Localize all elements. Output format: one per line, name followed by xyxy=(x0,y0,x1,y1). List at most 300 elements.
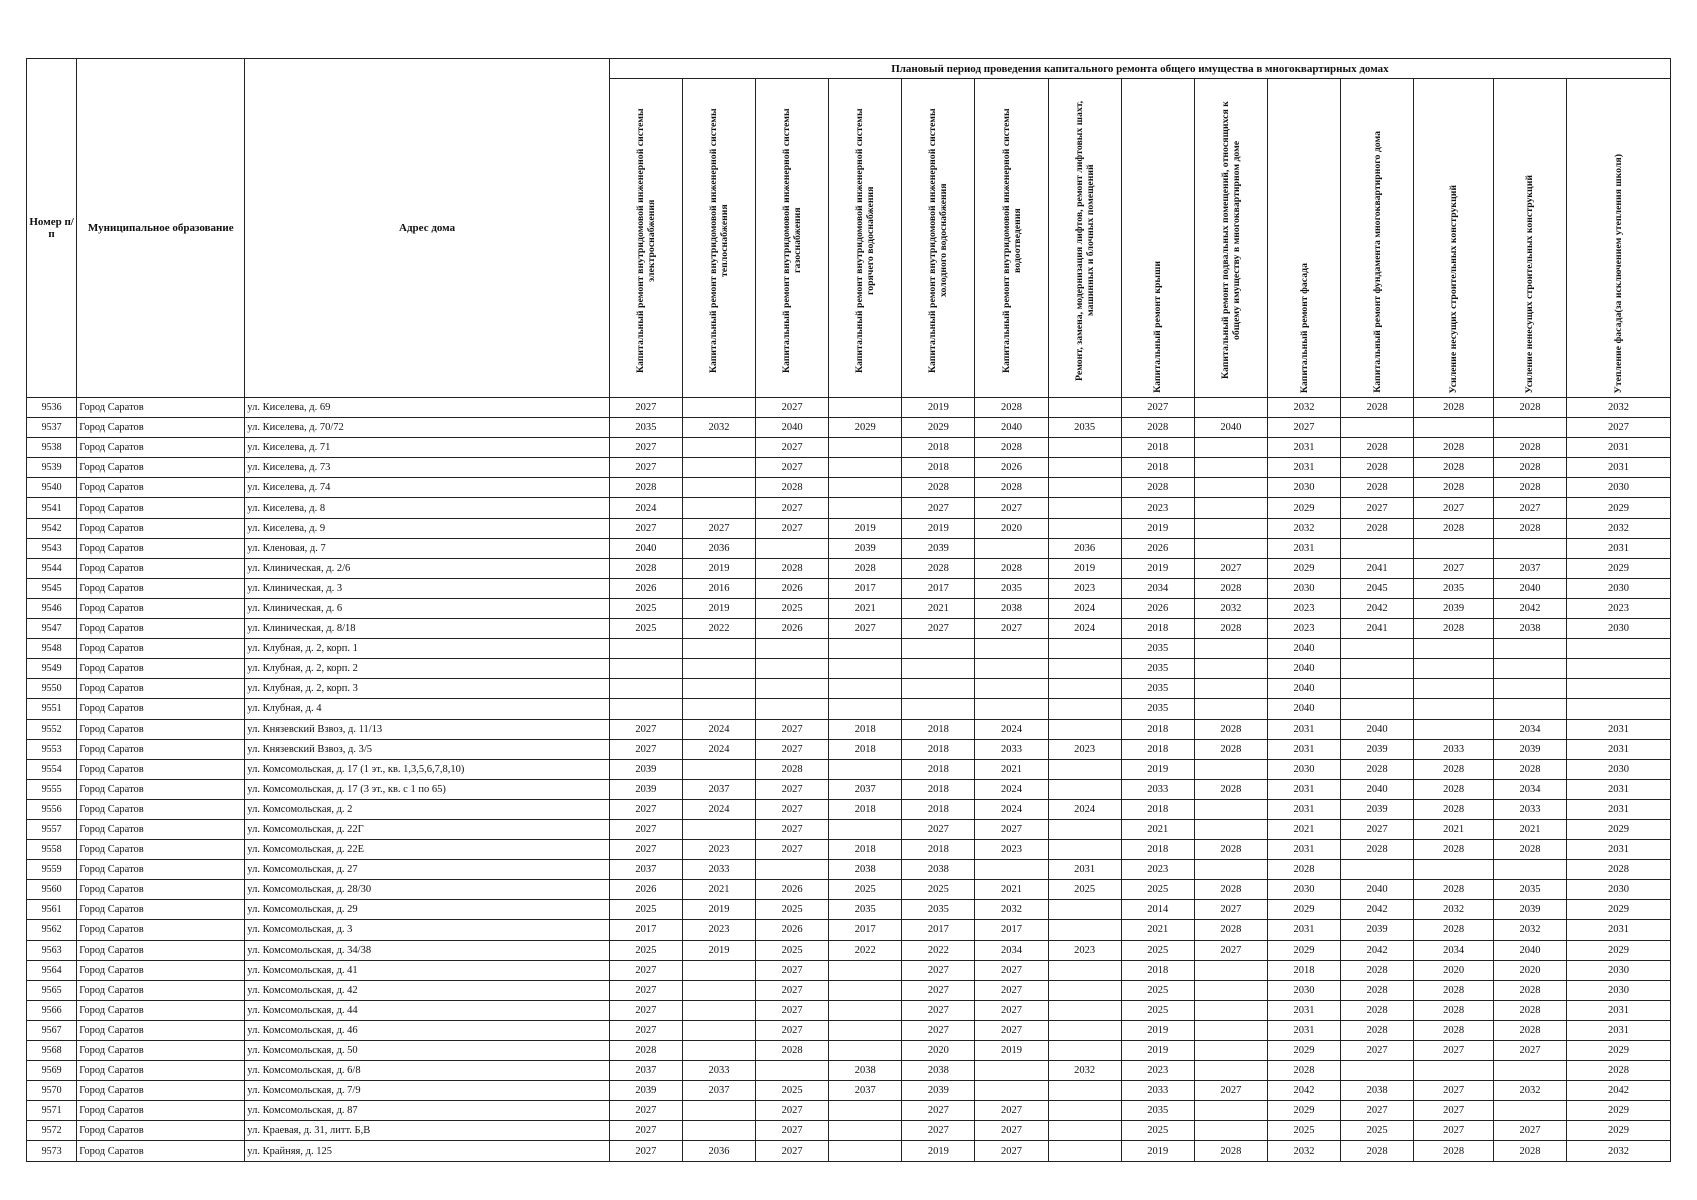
table-row xyxy=(27,819,1671,839)
year-cell xyxy=(829,679,902,699)
table-row xyxy=(27,719,1671,739)
year-cell: 2034 xyxy=(975,940,1048,960)
table-row xyxy=(27,438,1671,458)
year-cell: 2025 xyxy=(756,1081,829,1101)
year-cell: 2025 xyxy=(756,940,829,960)
year-cell xyxy=(1493,1101,1566,1121)
year-cell xyxy=(1048,679,1121,699)
table-row xyxy=(27,1020,1671,1040)
year-cell: 2031 xyxy=(1267,719,1340,739)
year-cell xyxy=(1414,1061,1494,1081)
year-cell xyxy=(609,679,682,699)
year-cell: 2029 xyxy=(1567,1101,1671,1121)
year-cell xyxy=(756,860,829,880)
year-cell: 2032 xyxy=(682,418,755,438)
year-cell xyxy=(1048,398,1121,418)
year-cell: 2023 xyxy=(1121,1061,1194,1081)
year-cell: 2028 xyxy=(1414,478,1494,498)
year-cell: 2028 xyxy=(756,478,829,498)
year-cell: 2027 xyxy=(1414,1121,1494,1141)
year-cell: 2027 xyxy=(756,518,829,538)
year-cell xyxy=(1048,779,1121,799)
year-cell: 2027 xyxy=(1414,1101,1494,1121)
municipality-cell: Город Саратов xyxy=(77,980,245,1000)
address-cell: ул. Клубная, д. 4 xyxy=(245,699,610,719)
year-cell xyxy=(975,538,1048,558)
year-cell xyxy=(682,498,755,518)
year-cell: 2027 xyxy=(975,1121,1048,1141)
header-work-label: Капитальный ремонт внутридомовой инженерной системы горячего водоснабжения xyxy=(854,108,877,373)
year-cell: 2038 xyxy=(1493,619,1566,639)
year-cell xyxy=(1414,538,1494,558)
year-cell: 2029 xyxy=(1267,900,1340,920)
year-cell xyxy=(1194,478,1267,498)
address-cell: ул. Краевая, д. 31, литт. Б,В xyxy=(245,1121,610,1141)
year-cell: 2030 xyxy=(1567,478,1671,498)
year-cell: 2032 xyxy=(1414,900,1494,920)
header-work-label: Капитальный ремонт внутридомовой инженерной системы водоотведения xyxy=(1000,108,1023,373)
table-row xyxy=(27,418,1671,438)
year-cell: 2021 xyxy=(1267,819,1340,839)
year-cell xyxy=(1048,639,1121,659)
year-cell: 2033 xyxy=(975,739,1048,759)
municipality-cell: Город Саратов xyxy=(77,518,245,538)
header-mun xyxy=(77,59,245,398)
year-cell xyxy=(1341,418,1414,438)
year-cell: 2034 xyxy=(1493,719,1566,739)
year-cell: 2028 xyxy=(1341,759,1414,779)
row-number: 9564 xyxy=(27,960,77,980)
header-work-12 xyxy=(1414,79,1494,398)
year-cell: 2037 xyxy=(1493,558,1566,578)
year-cell: 2032 xyxy=(975,900,1048,920)
address-cell: ул. Комсомольская, д. 42 xyxy=(245,980,610,1000)
year-cell: 2027 xyxy=(756,960,829,980)
row-number: 9566 xyxy=(27,1000,77,1020)
municipality-cell: Город Саратов xyxy=(77,1000,245,1020)
year-cell xyxy=(682,980,755,1000)
year-cell: 2028 xyxy=(1341,980,1414,1000)
year-cell: 2033 xyxy=(1493,799,1566,819)
row-number: 9572 xyxy=(27,1121,77,1141)
year-cell xyxy=(1341,699,1414,719)
year-cell: 2037 xyxy=(609,1061,682,1081)
year-cell: 2034 xyxy=(1414,940,1494,960)
year-cell: 2029 xyxy=(1567,940,1671,960)
table-row xyxy=(27,598,1671,618)
address-cell: ул. Князевский Взвоз, д. 11/13 xyxy=(245,719,610,739)
year-cell xyxy=(829,438,902,458)
year-cell: 2025 xyxy=(1121,980,1194,1000)
year-cell xyxy=(1048,1101,1121,1121)
year-cell: 2042 xyxy=(1493,598,1566,618)
year-cell xyxy=(1414,639,1494,659)
year-cell xyxy=(1048,438,1121,458)
year-cell: 2017 xyxy=(829,920,902,940)
year-cell xyxy=(1414,659,1494,679)
year-cell: 2027 xyxy=(1194,558,1267,578)
row-number: 9546 xyxy=(27,598,77,618)
year-cell: 2026 xyxy=(756,578,829,598)
year-cell: 2027 xyxy=(609,438,682,458)
year-cell: 2023 xyxy=(1048,739,1121,759)
municipality-cell: Город Саратов xyxy=(77,578,245,598)
year-cell: 2034 xyxy=(1121,578,1194,598)
year-cell xyxy=(829,980,902,1000)
year-cell: 2028 xyxy=(1267,1061,1340,1081)
address-cell: ул. Киселева, д. 70/72 xyxy=(245,418,610,438)
year-cell: 2024 xyxy=(975,799,1048,819)
row-number: 9557 xyxy=(27,819,77,839)
year-cell: 2040 xyxy=(609,538,682,558)
municipality-cell: Город Саратов xyxy=(77,418,245,438)
year-cell xyxy=(756,659,829,679)
year-cell: 2018 xyxy=(829,840,902,860)
year-cell: 2027 xyxy=(975,819,1048,839)
header-num-label: Номер п/п xyxy=(29,216,74,240)
year-cell xyxy=(1567,679,1671,699)
year-cell: 2027 xyxy=(902,980,975,1000)
municipality-cell: Город Саратов xyxy=(77,1061,245,1081)
year-cell: 2033 xyxy=(1121,779,1194,799)
year-cell: 2028 xyxy=(1414,438,1494,458)
year-cell: 2027 xyxy=(902,1121,975,1141)
row-number: 9556 xyxy=(27,799,77,819)
year-cell: 2027 xyxy=(975,1141,1048,1161)
row-number: 9555 xyxy=(27,779,77,799)
year-cell: 2031 xyxy=(1267,799,1340,819)
year-cell: 2030 xyxy=(1567,619,1671,639)
year-cell: 2028 xyxy=(1493,438,1566,458)
year-cell: 2031 xyxy=(1267,779,1340,799)
year-cell: 2024 xyxy=(1048,619,1121,639)
year-cell xyxy=(829,498,902,518)
address-cell: ул. Комсомольская, д. 34/38 xyxy=(245,940,610,960)
year-cell: 2028 xyxy=(1414,1141,1494,1161)
year-cell xyxy=(609,699,682,719)
year-cell xyxy=(1194,538,1267,558)
year-cell: 2018 xyxy=(902,719,975,739)
year-cell: 2029 xyxy=(1567,900,1671,920)
year-cell xyxy=(975,1061,1048,1081)
year-cell: 2025 xyxy=(1121,1000,1194,1020)
year-cell: 2018 xyxy=(1121,739,1194,759)
year-cell: 2018 xyxy=(829,799,902,819)
municipality-cell: Город Саратов xyxy=(77,659,245,679)
year-cell: 2018 xyxy=(1121,960,1194,980)
year-cell: 2039 xyxy=(902,1081,975,1101)
year-cell: 2027 xyxy=(609,799,682,819)
year-cell xyxy=(1194,799,1267,819)
year-cell: 2024 xyxy=(682,719,755,739)
year-cell: 2031 xyxy=(1567,920,1671,940)
year-cell: 2038 xyxy=(829,1061,902,1081)
year-cell: 2027 xyxy=(609,960,682,980)
year-cell: 2024 xyxy=(609,498,682,518)
header-work-label: Капитальный ремонт внутридомовой инженерной системы электроснабжения xyxy=(634,108,657,373)
table-row xyxy=(27,1000,1671,1020)
municipality-cell: Город Саратов xyxy=(77,1101,245,1121)
year-cell: 2040 xyxy=(1267,659,1340,679)
year-cell xyxy=(1048,659,1121,679)
year-cell xyxy=(682,639,755,659)
municipality-cell: Город Саратов xyxy=(77,639,245,659)
year-cell xyxy=(1341,860,1414,880)
year-cell xyxy=(1048,1041,1121,1061)
address-cell: ул. Клиническая, д. 8/18 xyxy=(245,619,610,639)
year-cell: 2039 xyxy=(609,759,682,779)
year-cell: 2028 xyxy=(1567,860,1671,880)
year-cell xyxy=(1567,699,1671,719)
year-cell xyxy=(829,1101,902,1121)
year-cell: 2032 xyxy=(1567,518,1671,538)
year-cell xyxy=(1048,900,1121,920)
municipality-cell: Город Саратов xyxy=(77,840,245,860)
address-cell: ул. Комсомольская, д. 27 xyxy=(245,860,610,880)
municipality-cell: Город Саратов xyxy=(77,498,245,518)
year-cell: 2040 xyxy=(975,418,1048,438)
municipality-cell: Город Саратов xyxy=(77,940,245,960)
year-cell: 2028 xyxy=(609,558,682,578)
year-cell: 2028 xyxy=(1414,1000,1494,1020)
year-cell: 2035 xyxy=(1121,1101,1194,1121)
year-cell xyxy=(975,659,1048,679)
year-cell xyxy=(756,679,829,699)
year-cell: 2037 xyxy=(829,779,902,799)
year-cell: 2027 xyxy=(902,1101,975,1121)
header-work-label: Капитальный ремонт подвальных помещений, относящихся к общему имуществу в многоквартирном доме xyxy=(1219,101,1242,380)
year-cell: 2019 xyxy=(1121,759,1194,779)
header-num xyxy=(27,59,77,398)
year-cell: 2039 xyxy=(1414,598,1494,618)
year-cell: 2018 xyxy=(1267,960,1340,980)
year-cell: 2019 xyxy=(1121,558,1194,578)
year-cell xyxy=(829,458,902,478)
year-cell: 2028 xyxy=(1121,418,1194,438)
year-cell xyxy=(1194,458,1267,478)
year-cell: 2027 xyxy=(902,498,975,518)
year-cell: 2025 xyxy=(609,900,682,920)
year-cell: 2029 xyxy=(1567,1041,1671,1061)
address-cell: ул. Кленовая, д. 7 xyxy=(245,538,610,558)
year-cell: 2034 xyxy=(1493,779,1566,799)
row-number: 9563 xyxy=(27,940,77,960)
year-cell xyxy=(1194,498,1267,518)
year-cell: 2025 xyxy=(1121,940,1194,960)
year-cell xyxy=(682,1101,755,1121)
year-cell: 2025 xyxy=(829,880,902,900)
year-cell: 2019 xyxy=(902,1141,975,1161)
header-work-label: Капитальный ремонт внутридомовой инженерной системы холодного водоснабжения xyxy=(927,108,950,373)
year-cell: 2025 xyxy=(1048,880,1121,900)
year-cell: 2027 xyxy=(609,458,682,478)
address-cell: ул. Киселева, д. 71 xyxy=(245,438,610,458)
year-cell: 2027 xyxy=(975,1000,1048,1020)
year-cell: 2019 xyxy=(975,1041,1048,1061)
year-cell: 2031 xyxy=(1267,840,1340,860)
year-cell: 2027 xyxy=(609,840,682,860)
year-cell xyxy=(682,819,755,839)
address-cell: ул. Комсомольская, д. 7/9 xyxy=(245,1081,610,1101)
year-cell: 2026 xyxy=(609,880,682,900)
year-cell: 2024 xyxy=(975,719,1048,739)
address-cell: ул. Клубная, д. 2, корп. 2 xyxy=(245,659,610,679)
year-cell xyxy=(756,639,829,659)
table-row xyxy=(27,840,1671,860)
year-cell: 2027 xyxy=(756,1020,829,1040)
municipality-cell: Город Саратов xyxy=(77,900,245,920)
year-cell xyxy=(1341,659,1414,679)
year-cell xyxy=(756,538,829,558)
address-cell: ул. Комсомольская, д. 50 xyxy=(245,1041,610,1061)
table-row xyxy=(27,960,1671,980)
header-work-1 xyxy=(609,79,682,398)
year-cell: 2028 xyxy=(756,1041,829,1061)
municipality-cell: Город Саратов xyxy=(77,819,245,839)
address-cell: ул. Комсомольская, д. 29 xyxy=(245,900,610,920)
year-cell: 2029 xyxy=(1567,819,1671,839)
table-row xyxy=(27,860,1671,880)
year-cell: 2029 xyxy=(1567,558,1671,578)
year-cell: 2030 xyxy=(1567,578,1671,598)
year-cell: 2033 xyxy=(1121,1081,1194,1101)
year-cell: 2018 xyxy=(1121,458,1194,478)
year-cell: 2027 xyxy=(609,1141,682,1161)
row-number: 9571 xyxy=(27,1101,77,1121)
header-addr-label: Адрес дома xyxy=(399,222,456,234)
address-cell: ул. Киселева, д. 9 xyxy=(245,518,610,538)
year-cell: 2030 xyxy=(1567,960,1671,980)
municipality-cell: Город Саратов xyxy=(77,438,245,458)
year-cell: 2027 xyxy=(1493,1041,1566,1061)
year-cell: 2018 xyxy=(829,719,902,739)
year-cell: 2035 xyxy=(1414,578,1494,598)
year-cell: 2028 xyxy=(1341,478,1414,498)
year-cell: 2031 xyxy=(1567,719,1671,739)
year-cell xyxy=(1194,398,1267,418)
year-cell: 2018 xyxy=(829,739,902,759)
year-cell: 2028 xyxy=(1493,980,1566,1000)
municipality-cell: Город Саратов xyxy=(77,719,245,739)
year-cell xyxy=(1194,639,1267,659)
year-cell: 2024 xyxy=(682,799,755,819)
municipality-cell: Город Саратов xyxy=(77,739,245,759)
municipality-cell: Город Саратов xyxy=(77,538,245,558)
year-cell: 2040 xyxy=(1341,880,1414,900)
row-number: 9559 xyxy=(27,860,77,880)
table-row xyxy=(27,1061,1671,1081)
year-cell xyxy=(902,679,975,699)
year-cell: 2040 xyxy=(1493,940,1566,960)
header-work-13 xyxy=(1493,79,1566,398)
year-cell xyxy=(1414,719,1494,739)
year-cell: 2039 xyxy=(1341,799,1414,819)
row-number: 9545 xyxy=(27,578,77,598)
year-cell: 2019 xyxy=(829,518,902,538)
table-row xyxy=(27,498,1671,518)
year-cell: 2027 xyxy=(609,980,682,1000)
address-cell: ул. Киселева, д. 8 xyxy=(245,498,610,518)
year-cell: 2030 xyxy=(1567,980,1671,1000)
year-cell: 2032 xyxy=(1267,1141,1340,1161)
year-cell: 2028 xyxy=(1493,840,1566,860)
year-cell xyxy=(609,639,682,659)
year-cell xyxy=(1194,1020,1267,1040)
year-cell: 2018 xyxy=(902,779,975,799)
year-cell: 2019 xyxy=(1121,1141,1194,1161)
address-cell: ул. Комсомольская, д. 17 (1 эт., кв. 1,3,5,6,7,8,10) xyxy=(245,759,610,779)
year-cell: 2031 xyxy=(1567,840,1671,860)
year-cell xyxy=(756,699,829,719)
year-cell: 2028 xyxy=(1414,1020,1494,1040)
year-cell xyxy=(1048,1020,1121,1040)
year-cell: 2037 xyxy=(682,779,755,799)
year-cell: 2027 xyxy=(756,1121,829,1141)
year-cell: 2021 xyxy=(975,759,1048,779)
year-cell: 2028 xyxy=(1493,759,1566,779)
year-cell xyxy=(1048,1000,1121,1020)
year-cell: 2028 xyxy=(609,1041,682,1061)
year-cell: 2035 xyxy=(1121,679,1194,699)
year-cell xyxy=(1048,719,1121,739)
year-cell: 2027 xyxy=(609,719,682,739)
table-row xyxy=(27,699,1671,719)
year-cell: 2031 xyxy=(1267,438,1340,458)
year-cell: 2028 xyxy=(1194,739,1267,759)
year-cell: 2027 xyxy=(609,1020,682,1040)
year-cell: 2031 xyxy=(1567,1000,1671,1020)
year-cell: 2018 xyxy=(1121,799,1194,819)
row-number: 9565 xyxy=(27,980,77,1000)
year-cell: 2027 xyxy=(609,1121,682,1141)
row-number: 9543 xyxy=(27,538,77,558)
municipality-cell: Город Саратов xyxy=(77,1020,245,1040)
year-cell: 2018 xyxy=(1121,438,1194,458)
row-number: 9540 xyxy=(27,478,77,498)
year-cell: 2025 xyxy=(756,900,829,920)
year-cell: 2027 xyxy=(609,1101,682,1121)
header-work-label: Капитальный ремонт внутридомовой инженерной системы теплоснабжения xyxy=(708,108,731,373)
year-cell: 2028 xyxy=(1414,980,1494,1000)
year-cell: 2031 xyxy=(1567,1020,1671,1040)
year-cell: 2025 xyxy=(1121,1121,1194,1141)
year-cell xyxy=(1194,759,1267,779)
row-number: 9568 xyxy=(27,1041,77,1061)
year-cell: 2030 xyxy=(1567,880,1671,900)
year-cell: 2027 xyxy=(1194,900,1267,920)
year-cell: 2027 xyxy=(756,438,829,458)
year-cell: 2021 xyxy=(1493,819,1566,839)
year-cell: 2031 xyxy=(1267,458,1340,478)
row-number: 9560 xyxy=(27,880,77,900)
year-cell: 2023 xyxy=(1048,940,1121,960)
year-cell xyxy=(682,1041,755,1061)
year-cell xyxy=(1493,860,1566,880)
municipality-cell: Город Саратов xyxy=(77,860,245,880)
row-number: 9569 xyxy=(27,1061,77,1081)
year-cell: 2030 xyxy=(1267,980,1340,1000)
year-cell: 2027 xyxy=(902,1000,975,1020)
year-cell: 2042 xyxy=(1567,1081,1671,1101)
row-number: 9570 xyxy=(27,1081,77,1101)
year-cell: 2029 xyxy=(1567,498,1671,518)
year-cell: 2019 xyxy=(1121,1020,1194,1040)
header-work-label: Усиление ненесущих строительных конструкций xyxy=(1524,174,1536,393)
year-cell: 2028 xyxy=(1414,518,1494,538)
year-cell: 2027 xyxy=(756,1141,829,1161)
year-cell xyxy=(829,819,902,839)
year-cell: 2028 xyxy=(829,558,902,578)
